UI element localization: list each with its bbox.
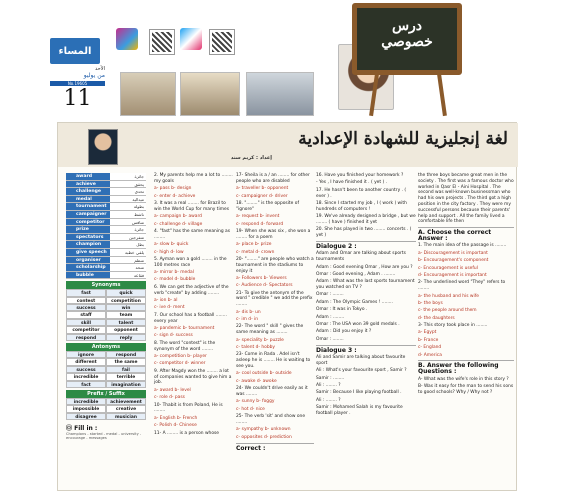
question-line: - Yes , I have finished it . ( yet ) . [316, 180, 387, 186]
day-of-week: الأحد [95, 66, 105, 72]
qr-code-icon [150, 30, 174, 54]
question-line: c- England [418, 345, 442, 351]
question-line: a- campaign b- award [154, 214, 202, 220]
vocab-english: tournament [66, 203, 110, 210]
question-line: 5. Ayman won a gold ........ in the 100 metres race [154, 256, 227, 268]
vocab-english: organiser [66, 257, 110, 264]
vocab-row [66, 264, 146, 272]
app-cube-icon [116, 28, 138, 50]
date-block [50, 66, 105, 111]
vocab-english: bubble [66, 272, 110, 279]
question-line: 25- The verb 'sit' and show one ........ [236, 414, 306, 425]
vocab-row [66, 257, 146, 265]
question-line: c- challenge d- village [154, 221, 203, 227]
lesson-page [57, 122, 517, 491]
question-line: Ali : ........ ? [316, 397, 341, 403]
synonym-cell: staff [66, 311, 106, 318]
question-line: 2- The underlined word "They" refers to ........ [418, 280, 506, 292]
synonym-cell: reply [106, 334, 146, 341]
vocab-row [66, 188, 146, 196]
question-line: A- What was the wife's role in this story ? [418, 376, 509, 382]
question-line: Adam : The Olympic Games ! ........ [316, 299, 393, 305]
question-line: c- enter d- achieve [154, 193, 196, 199]
vocab-row [66, 219, 146, 227]
question-line: c- the people around them [418, 308, 477, 314]
vocab-arabic: يلقي خطبة [110, 249, 146, 256]
date-line: من يوليو [83, 72, 105, 79]
vocab-arabic: جائزة [110, 173, 146, 180]
question-line: Adam : Good evening Omar , How are you ? [316, 264, 413, 270]
chalkboard-line-2: خصوصي [381, 34, 433, 50]
antonyms-heading: Antonyms [66, 343, 146, 351]
questions-column-2 [236, 173, 314, 453]
vocab-arabic: بطولة [110, 203, 146, 210]
question-line: the three boys became great men in the society . The first was a famous doctor who worked in Qasr El - Aini Hospital . The second was well-known businessman who had his own projects . The third got a high position in the city factory . They were my successful persons because their parents' help and support . All the family lived a comfortable life then [418, 173, 514, 225]
question-line: c- im d- in [236, 317, 259, 323]
question-line: a- slow b- quick [154, 242, 189, 248]
question-line: Adam : Did you enjoy it ? [316, 329, 372, 335]
question-line: 23- Come in Rada . Adel isn't asleep he is ........ He is waiting to see you. [236, 352, 311, 369]
vocab-arabic: منظم [110, 257, 146, 264]
question-line: Omar : ........ [316, 292, 344, 298]
vocab-english: scholarship [66, 264, 110, 271]
vocab-english: award [66, 173, 110, 180]
question-line: c- model d- bubble [154, 277, 196, 283]
synonym-cell: win [106, 304, 146, 311]
teacher-name: إعداد : كريم سند [230, 155, 272, 161]
vocab-arabic: ناشط [110, 211, 146, 218]
easel-leg [437, 74, 447, 116]
social-icon [180, 28, 202, 50]
vocab-arabic: منافس [110, 219, 146, 226]
question-line: Dialogue 3 : [316, 345, 416, 354]
question-line: d- America [418, 352, 442, 358]
question-line: a- dis b- un [236, 309, 261, 315]
synonyms-heading: Synonyms [66, 281, 146, 289]
question-line: a- ion b- al [154, 298, 178, 304]
antonym-cell: incredible [66, 373, 106, 380]
vocab-row [66, 173, 146, 181]
chalkboard-line-1: درس [391, 18, 423, 34]
question-line: 3. It was a real ........ for Brazil to win the World Cup for many times [154, 200, 229, 212]
question-line: Ali and Samir are talking about favourite sport [316, 355, 406, 366]
question-line: Samir : ........ [316, 375, 345, 381]
question-line: a- competition b- player [154, 354, 207, 359]
question-line: Samir : Because I like playing football . [316, 390, 402, 396]
question-line: 19- When she was six , she won a ........ for a poem [236, 228, 311, 240]
prefix-cell: achievement [106, 398, 146, 405]
synonym-cell: competitor [66, 326, 106, 333]
synonym-cell: team [106, 311, 146, 318]
prefix-cell: incredible [66, 398, 106, 405]
vocab-english: campaigner [66, 211, 110, 218]
question-line: a- the husband and his wife [418, 293, 479, 299]
question-line: 24- We couldn't drive easily as it was ........ [236, 386, 308, 397]
question-line: c- sign d- success [154, 333, 193, 339]
question-line: a- cool outside b- outside [236, 371, 292, 377]
question-line: a- mirror b- medal [154, 270, 194, 276]
question-line: a- Discouragement is important [418, 250, 488, 256]
antonym-cell: ignore [66, 351, 106, 358]
question-line: 20. She has played in two ........ concerts . ( yet ) [316, 227, 412, 239]
question-line: c- role d- pass [154, 395, 185, 401]
antonym-cell: success [66, 366, 106, 373]
question-line: b- Encouragement's component [418, 258, 489, 264]
classroom-photo [246, 72, 314, 116]
vocab-arabic: جائزة [110, 226, 146, 233]
vocab-english: give speech [66, 249, 110, 256]
question-line: 10- Thabit is from Poland, He is ........ [154, 402, 223, 414]
newspaper-header [0, 0, 574, 122]
question-line: Ali : ........ ? [316, 382, 341, 388]
question-line: 16. Have you finished your homework ? [316, 173, 404, 178]
question-line: Omar : The USA won 39 gold medals . [316, 322, 400, 328]
vocab-arabic: فقاعة [110, 272, 146, 279]
antonym-cell: fail [106, 366, 146, 373]
day-number: 11 [63, 86, 92, 111]
vocab-row [66, 211, 146, 219]
question-line: 2. My parents help me a lot to ........ my goals [154, 173, 233, 184]
question-line: Omar : Good evening , Adam . ........ [316, 271, 396, 277]
question-line: c- Encouragement is useful [418, 265, 478, 271]
vocab-english: champion [66, 241, 110, 248]
antonym-cell: different [66, 358, 106, 365]
questions-column-1 [154, 173, 234, 438]
questions-column-3 [316, 173, 416, 418]
antonyms-grid [66, 351, 146, 388]
synonym-cell: talent [106, 319, 146, 326]
question-line: c- respond d- forward [236, 221, 284, 227]
question-line: 1. The main idea of the passage is ........ [418, 243, 507, 249]
synonym-cell: success [66, 304, 106, 311]
prefix-cell: musician [106, 413, 146, 420]
question-line: a- English b- French [154, 415, 198, 421]
question-line: a- Followers b- Viewers [236, 275, 287, 281]
vocab-arabic: ميدالية [110, 196, 146, 203]
question-line: Adam : ........ [316, 314, 345, 320]
question-line: c- Audience d- Spectators [236, 283, 293, 289]
synonym-cell: fast [66, 289, 106, 296]
question-line: 11- A ........ is a person whose [154, 430, 220, 436]
vocab-row [66, 226, 146, 234]
antonym-cell: the same [106, 358, 146, 365]
fill-in-heading: Ⓞ Fill in : [66, 425, 98, 433]
question-line: A. Choose the correct Answer : [418, 227, 514, 242]
question-line: 17. He hasn't been to another country . ( ever ) . [316, 187, 407, 199]
question-line: Correct : [236, 443, 314, 452]
vocab-row [66, 241, 146, 249]
vocab-arabic: بطل [110, 241, 146, 248]
question-line: d- Encouragement is important [418, 272, 487, 278]
newspaper-logo: المساء [50, 38, 100, 64]
qr-code-icon [210, 30, 234, 54]
prefix-cell: disagree [66, 413, 106, 420]
vocab-row [66, 181, 146, 189]
chalkboard [352, 3, 462, 75]
prefix-cell: creative [106, 405, 146, 412]
question-line: a- pandemic b- tournament [154, 326, 215, 332]
question-line: a- request b- invent [236, 214, 280, 220]
question-line: Omar : It was in Tokyo . [316, 307, 368, 313]
antonym-cell: fact [66, 381, 106, 388]
vocab-row [66, 249, 146, 257]
question-line: b- the boys [418, 300, 443, 306]
question-line: 3- This story took place in ........ [418, 323, 488, 329]
question-line: 8. The word "contest" is the synonym of the word ........ [154, 340, 216, 352]
vocab-english: prize [66, 226, 110, 233]
question-line: Adam : What was the last sports tournament you watched on TV ? [316, 279, 415, 291]
synonyms-grid [66, 289, 146, 341]
question-line: 4. "fast" has the same meaning as ........ [154, 228, 230, 240]
prefix-grid [66, 398, 146, 420]
question-line: Adam and Omar are talking about sports tournaments [316, 251, 406, 263]
vocab-english: spectators [66, 234, 110, 241]
vocab-arabic: تحدي [110, 188, 146, 195]
vocab-row [66, 196, 146, 204]
question-line: c- ive d- ment [154, 305, 185, 311]
question-line: d- the daughters [418, 315, 455, 321]
question-line: 18. Since I started my job , I ( work ) with hundreds of computers ! [316, 200, 407, 212]
issue-number: No.19605 [50, 81, 105, 86]
question-line: a- Egypt [418, 330, 437, 336]
question-line: Omar : ........ [316, 336, 344, 342]
vocab-english: competitor [66, 219, 110, 226]
classroom-photo [180, 72, 240, 116]
question-line: b- France [418, 337, 439, 343]
reading-column [418, 173, 514, 397]
question-line: 7. Our school has a football ........ every year [154, 312, 227, 324]
question-line: B. Answer the following Questions : [418, 360, 514, 375]
vocab-row [66, 203, 146, 211]
question-line: a- sympathy b- unknown [236, 427, 291, 433]
question-line: 6. We can get the adjective of the verb "create" by adding ........ [154, 284, 229, 296]
question-line: 18. "........" is the opposite of "ignore" [236, 200, 299, 212]
classroom-photo [120, 72, 176, 116]
fill-in-words: Champions - started - medal - university - encourage - messages [66, 432, 142, 441]
question-line: 9. After Magdy won the ........ a lot of companies wanted to give him a job. [154, 368, 232, 386]
synonym-cell: competition [106, 297, 146, 304]
synonym-cell: opponent [106, 326, 146, 333]
vocab-english: medal [66, 196, 110, 203]
question-line: c- talent d- hobby [236, 345, 276, 351]
vocab-row [66, 272, 146, 280]
vocab-arabic: متفرجين [110, 234, 146, 241]
synonym-cell: quick [106, 289, 146, 296]
question-line: c- Polish d- Chinese [154, 423, 197, 429]
antonym-cell: imagination [106, 381, 146, 388]
question-line: 22- The word " skill " gives the same meaning as ........ [236, 324, 304, 336]
question-line: a- traveller b- opponent [236, 186, 289, 192]
vocab-row [66, 234, 146, 242]
vocab-english: achieve [66, 181, 110, 188]
vocabulary-column [66, 173, 146, 440]
prefix-heading: Prefix / Suffix [66, 390, 146, 398]
synonym-cell: skill [66, 319, 106, 326]
antonym-cell: respond [106, 351, 146, 358]
question-line: a- speciality b- puzzle [236, 337, 284, 343]
question-line: c- campaigner d- driver [236, 193, 288, 199]
question-line: a- sunny b- foggy [236, 399, 275, 405]
question-line: c- hot d- nice [236, 406, 265, 412]
vocabulary-list [66, 173, 146, 279]
vocab-arabic: يحقق [110, 181, 146, 188]
question-line: 19. We've already designed a bridge , but we ........ ( have ) finished it yet [316, 214, 416, 225]
question-line: c- metal d- crown [236, 249, 275, 255]
question-line: 20- "........" are people who watch a tournament in the stadiums to enjoy it [236, 256, 314, 274]
question-line: Dialogue 2 : [316, 241, 416, 250]
question-line: c- opposites d- prediction [236, 434, 292, 440]
question-line: a- award b- level [154, 387, 191, 393]
question-line: c- high d- low [154, 249, 184, 255]
synonym-cell: contest [66, 297, 106, 304]
question-line: c- awake d- awoke [236, 378, 277, 384]
question-line: a- pass b- design [154, 186, 192, 192]
question-line: Ali : What's your favourite sport , Samir ? [316, 368, 407, 374]
vocab-english: challenge [66, 188, 110, 195]
vocab-arabic: منحة [110, 264, 146, 271]
question-line: Samir : Mohamed Salah is my favourite football player . [316, 405, 403, 416]
page-title: لغة إنجليزية للشهادة الإعدادية [298, 129, 508, 149]
question-line: a- place b- prize [236, 242, 272, 248]
antonym-cell: terrible [106, 373, 146, 380]
question-line: B- Was it easy for the man to send his sons to good schools? Why / Why not ? [418, 384, 514, 395]
title-bar [58, 123, 518, 167]
question-line: 17- Sheila is a / an ........ for other people who are disabled [236, 173, 310, 184]
teacher-photo [88, 129, 118, 165]
question-line: 21- To give the antonym of the word " credible " we add the prefix ........ [236, 290, 313, 308]
synonym-cell: respond [66, 334, 106, 341]
question-line: c- competitor d- winner [154, 361, 206, 367]
prefix-cell: impossible [66, 405, 106, 412]
